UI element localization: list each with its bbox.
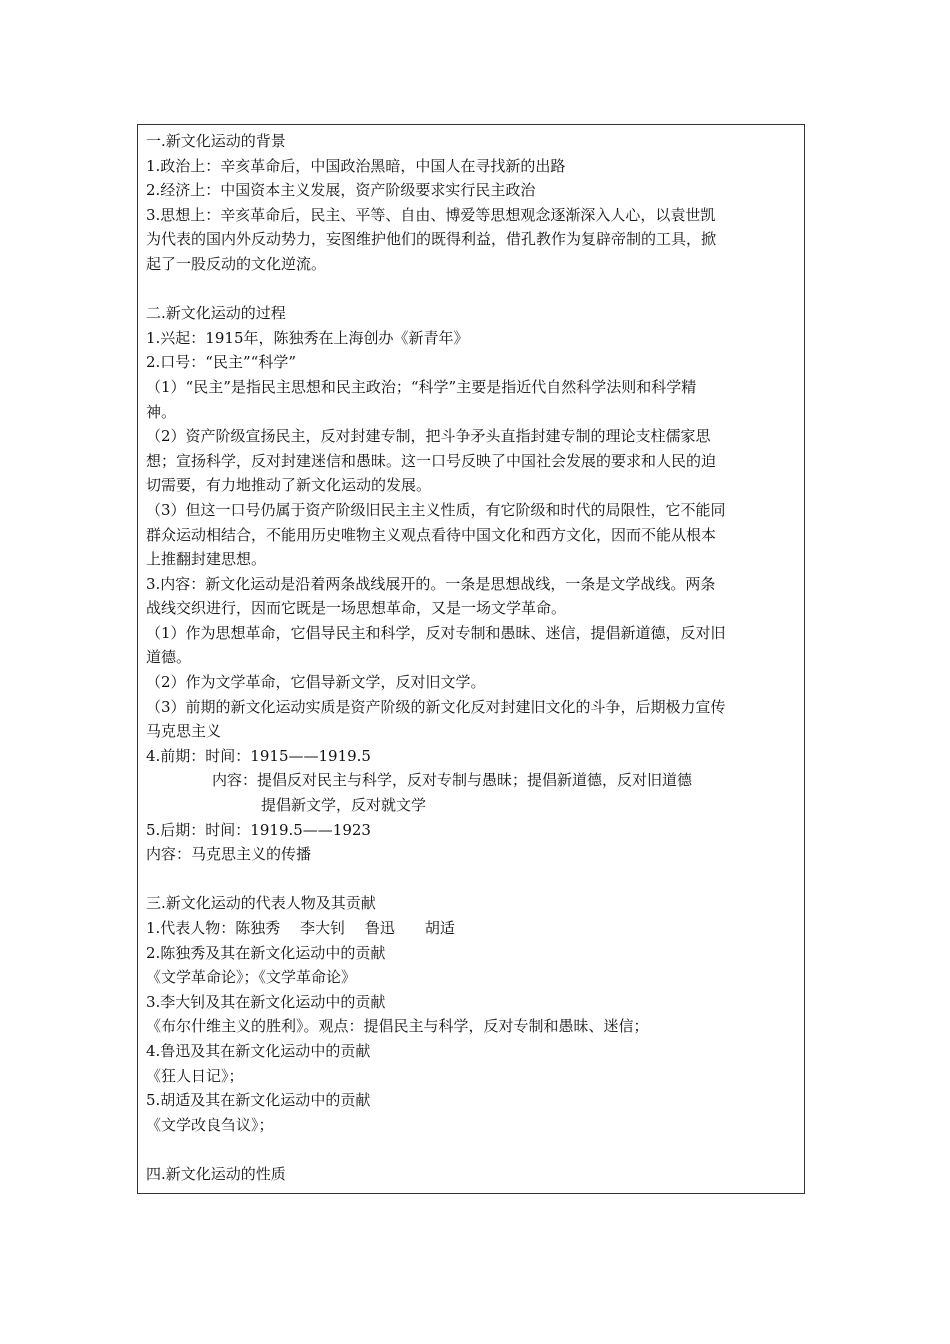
text-line: 道德。 (146, 648, 192, 667)
text-line: （3）但这一口号仍属于资产阶级旧民主主义性质，有它阶级和时代的局限性，它不能同 (146, 500, 726, 519)
text-line: 《文学改良刍议》； (146, 1115, 274, 1134)
text-line: 想；宣扬科学，反对封建迷信和愚昧。这一口号反映了中国社会发展的要求和人民的迫 (146, 451, 717, 470)
text-line: 2.陈独秀及其在新文化运动中的贡献 (146, 943, 386, 962)
text-line: 5.后期：时间：1919.5——1923 (146, 820, 371, 839)
text-line: 《文学革命论》；《文学革命论》 (146, 968, 357, 987)
document-box (137, 124, 805, 1194)
text-line: （1）“民主”是指民主思想和民主政治；“科学”主要是指近代自然科学法则和科学精 (146, 377, 697, 396)
text-line-indented: 内容：提倡反对民主与科学，反对专制与愚昧；提倡新道德，反对旧道德 (212, 771, 693, 790)
text-line: 3.内容：新文化运动是沿着两条战线展开的。一条是思想战线，一条是文学战线。两条 (146, 574, 716, 593)
text-line: 2.口号：“民主”“科学” (146, 353, 296, 372)
section-heading-process: 二.新文化运动的过程 (146, 304, 286, 323)
text-line: （2）资产阶级宣扬民主，反对封建专制，把斗争矛头直指封建专制的理论支柱儒家思 (146, 427, 711, 446)
text-line: （2）作为文学革命，它倡导新文学，反对旧文学。 (146, 673, 486, 692)
text-line: 5.胡适及其在新文化运动中的贡献 (146, 1091, 371, 1110)
text-line: 1.政治上：辛亥革命后，中国政治黑暗，中国人在寻找新的出路 (146, 156, 566, 175)
section-heading-background: 一.新文化运动的背景 (146, 132, 286, 150)
text-line: （1）作为思想革命，它倡导民主和科学，反对专制和愚昧、迷信，提倡新道德，反对旧 (146, 623, 726, 642)
text-line: 1.代表人物：陈独秀 李大钊 鲁迅 胡适 (146, 919, 455, 937)
text-line: 群众运动相结合，不能用历史唯物主义观点看待中国文化和西方文化，因而不能从根本 (146, 525, 717, 544)
text-line: 2.经济上：中国资本主义发展，资产阶级要求实行民主政治 (146, 181, 536, 200)
text-line: 3.思想上：辛亥革命后，民主、平等、自由、博爱等思想观念逐渐深入人心，以袁世凯 (146, 205, 716, 224)
blank-line (146, 1137, 796, 1162)
text-line: 《狂人日记》； (146, 1066, 244, 1085)
text-line: 神。 (146, 402, 177, 421)
blank-line (146, 277, 796, 302)
text-line: 4.前期：时间：1915——1919.5 (146, 746, 371, 765)
text-line: （3）前期的新文化运动实质是资产阶级的新文化反对封建旧文化的斗争，后期极力宣传 (146, 697, 726, 716)
text-line: 上推翻封建思想。 (146, 550, 267, 569)
text-line-indented: 提倡新文学，反对就文学 (261, 796, 427, 815)
text-line: 马克思主义 (146, 722, 222, 741)
text-line: 4.鲁迅及其在新文化运动中的贡献 (146, 1041, 371, 1060)
text-line: 《布尔什维主义的胜利》。观点：提倡民主与科学，反对专制和愚昧、迷信； (146, 1017, 649, 1036)
blank-line (146, 867, 796, 892)
section-heading-figures: 三.新文化运动的代表人物及其贡献 (146, 894, 376, 913)
text-line: 战线交织进行，因而它既是一场思想革命，又是一场文学革命。 (146, 599, 567, 618)
text-line: 3.李大钊及其在新文化运动中的贡献 (146, 992, 386, 1011)
text-line: 切需要，有力地推动了新文化运动的发展。 (146, 476, 432, 495)
text-line: 为代表的国内外反动势力，妄图维护他们的既得利益，借孔教作为复辟帝制的工具，掀 (146, 230, 717, 249)
text-line: 内容：马克思主义的传播 (146, 845, 312, 864)
text-line: 1.兴起：1915年，陈独秀在上海创办《新青年》 (146, 328, 469, 347)
text-line: 起了一股反动的文化逆流。 (146, 254, 327, 273)
section-heading-nature: 四.新文化运动的性质 (146, 1164, 286, 1183)
